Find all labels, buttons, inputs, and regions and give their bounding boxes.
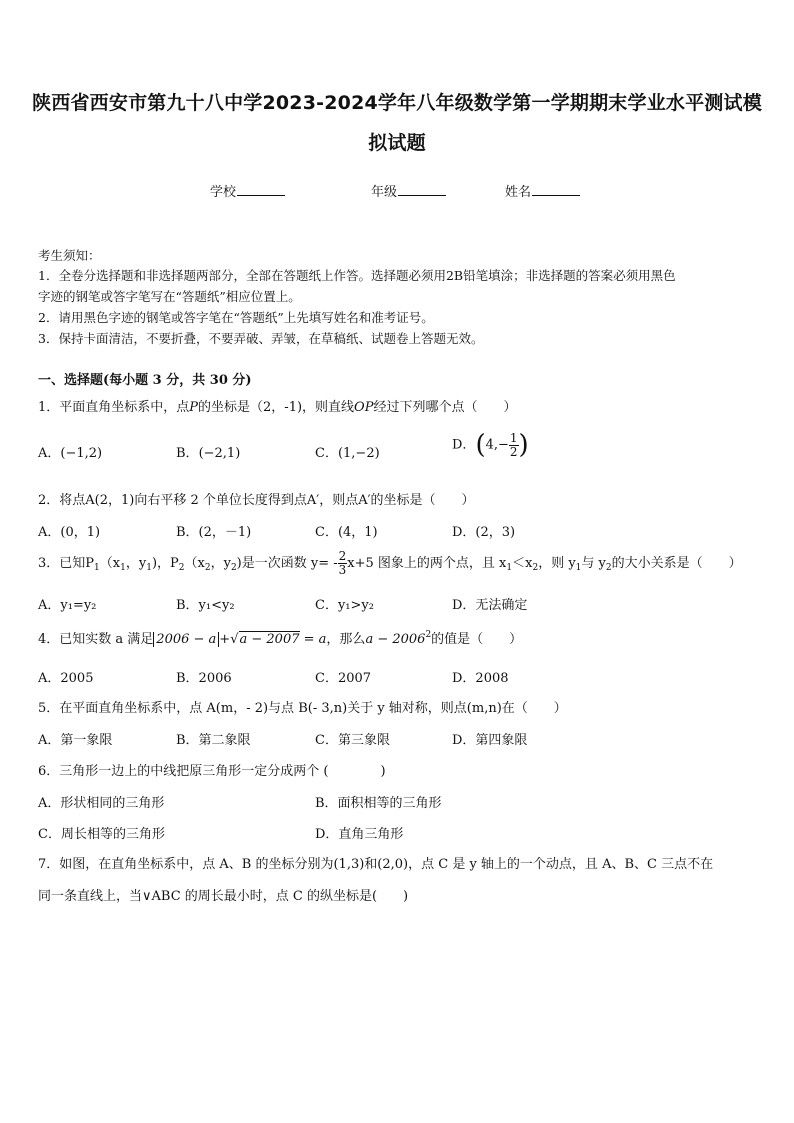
- q1-text-a: 1．平面直角坐标系中，点: [38, 400, 190, 415]
- school-field[interactable]: [210, 181, 285, 200]
- q1-var-op: OP: [354, 400, 374, 415]
- q7-stem-line-2: 同一条直线上，当∨ABC 的周长最小时，点 C 的纵坐标是( ): [38, 889, 409, 904]
- notice-heading: 考生须知：: [38, 248, 101, 263]
- q1-a-label: A．: [38, 446, 61, 461]
- section-1-heading: 一、选择题(每小题 3 分，共 30 分): [38, 373, 252, 388]
- q1-option-b[interactable]: [176, 442, 240, 461]
- q4-plus: +: [219, 632, 231, 647]
- q3-t2: （x: [99, 556, 121, 571]
- q3-t6: ，y: [210, 556, 231, 571]
- q4-option-d[interactable]: D．2008: [452, 671, 509, 686]
- q4-sqrt-sign: √: [230, 632, 239, 647]
- q4-option-b[interactable]: B．2006: [176, 671, 232, 686]
- q3-sub7: 1: [506, 563, 513, 573]
- q1-option-d[interactable]: [452, 430, 529, 460]
- grade-label: 年级: [371, 185, 398, 200]
- q1-option-a[interactable]: [38, 442, 102, 461]
- q6-option-b[interactable]: B．面积相等的三角形: [315, 796, 442, 811]
- q4-stem: [38, 628, 522, 647]
- q4-option-a[interactable]: A．2005: [38, 671, 94, 686]
- q2-option-b[interactable]: B．(2，－1): [176, 525, 252, 540]
- q5-option-c[interactable]: C．第三象限: [315, 733, 390, 748]
- q1-option-c[interactable]: [315, 442, 380, 461]
- q3-frac-num: 2: [338, 549, 347, 563]
- q3-sub4: 2: [178, 563, 185, 573]
- q3-t10: ，则 y: [538, 556, 576, 571]
- q3-sub5: 2: [204, 563, 211, 573]
- q3-t7: )是一次函数 y= -: [236, 556, 338, 571]
- q3-frac-den: 3: [338, 563, 347, 577]
- q6-option-a[interactable]: A．形状相同的三角形: [38, 796, 165, 811]
- exam-title-line-1: 陕西省西安市第九十八中学2023-2024学年八年级数学第一学期期末学业水平测试模: [32, 92, 762, 114]
- q2-option-d[interactable]: D．(2，3): [452, 525, 516, 540]
- q4-expr: a − 2006: [365, 632, 426, 647]
- q6-option-d[interactable]: D．直角三角形: [315, 827, 404, 842]
- q3-sub3: 1: [146, 563, 152, 573]
- q3-sub6: 2: [230, 563, 237, 573]
- q1-text-b: 的坐标是（2，-1)，则直线: [198, 400, 355, 415]
- notice-item-1a: 1．全卷分选择题和非选择题两部分，全部在答题纸上作答。选择题必须用2B铅笔填涂；非选择题的答案必须用黑色: [38, 268, 676, 283]
- grade-field[interactable]: [371, 181, 446, 200]
- q3-t12: 的大小关系是（ ）: [611, 556, 742, 571]
- school-label: 学校: [210, 185, 237, 200]
- q3-t3: ，y: [125, 556, 147, 571]
- q3-sub1: 1: [94, 563, 100, 573]
- q4-t1: 4．已知实数 a 满足: [38, 632, 154, 647]
- q1-d-open-paren: (: [475, 430, 486, 460]
- q2-option-a[interactable]: A．(0，1): [38, 525, 101, 540]
- q3-option-b[interactable]: B．y₁<y₂: [176, 598, 235, 613]
- q4-eq: = a: [303, 632, 327, 647]
- q3-sub2: 1: [120, 563, 126, 573]
- q5-option-a[interactable]: A．第一象限: [38, 733, 113, 748]
- q5-option-b[interactable]: B．第二象限: [176, 733, 251, 748]
- q1-stem: [38, 396, 516, 415]
- q1-text-c: 经过下列哪个点（ ）: [373, 400, 517, 415]
- q3-t5: （x: [184, 556, 205, 571]
- q1-c-label: C．: [315, 446, 338, 461]
- q6-option-c[interactable]: C．周长相等的三角形: [38, 827, 165, 842]
- q5-stem: 5．在平面直角坐标系中，点 A(m，- 2)与点 B(- 3,n)关于 y 轴对称，则点(m,n)在（ ）: [38, 701, 567, 716]
- notice-item-3: 3．保持卡面清洁，不要折叠，不要弄破、弄皱，在草稿纸、试题卷上答题无效。: [38, 331, 484, 346]
- q7-stem-line-1: 7．如图，在直角坐标系中，点 A、B 的坐标分别为(1,3)和(2,0)，点 C 是 y 轴上的一个动点，且 A、B、C 三点不在: [38, 857, 714, 872]
- q1-c-value: (1,−2): [337, 446, 380, 461]
- q1-b-value: (−2,1): [198, 446, 241, 461]
- q1-d-fraction: [509, 432, 519, 459]
- q3-t1: 3．已知P: [38, 556, 95, 571]
- q3-t8: x+5 图象上的两个点，且 x: [347, 556, 507, 571]
- q3-option-c[interactable]: C．y₁>y₂: [315, 598, 374, 613]
- q3-sub10: 2: [605, 563, 612, 573]
- q4-option-c[interactable]: C．2007: [315, 671, 372, 686]
- name-field[interactable]: [505, 181, 580, 200]
- q1-var-p: P: [189, 400, 199, 415]
- name-blank[interactable]: [532, 183, 580, 196]
- q4-t3: 的值是（ ）: [431, 632, 523, 647]
- q3-stem: [38, 550, 760, 577]
- q6-stem: 6．三角形一边上的中线把原三角形一定分成两个 ( ): [38, 764, 386, 779]
- school-blank[interactable]: [237, 183, 285, 196]
- q1-a-value: (−1,2): [60, 446, 103, 461]
- q2-option-c[interactable]: C．(4，1): [315, 525, 378, 540]
- q3-fraction: [338, 550, 348, 577]
- q4-exp: 2: [425, 630, 432, 640]
- notice-item-2: 2．请用黑色字迹的钢笔或答字笔在“答题纸”上先填写姓名和准考证号。: [38, 310, 434, 325]
- grade-blank[interactable]: [398, 183, 446, 196]
- q3-t9: ＜x: [512, 556, 533, 571]
- q5-option-d[interactable]: D．第四象限: [452, 733, 528, 748]
- q1-d-value: 4,−: [485, 437, 509, 453]
- q1-d-denominator: 2: [509, 444, 518, 459]
- q3-sub8: 2: [532, 563, 539, 573]
- notice-item-1b: 字迹的钢笔或答字笔写在“答题纸”相应位置上。: [38, 289, 301, 304]
- q2-stem: 2．将点A(2，1)向右平移 2 个单位长度得到点A′，则点A′的坐标是（ ）: [38, 493, 475, 508]
- exam-title-line-2: 拟试题: [368, 132, 426, 154]
- q4-sqrt: a − 2007: [239, 632, 300, 647]
- q4-t2: ，那么: [326, 632, 366, 647]
- q3-option-d[interactable]: D．无法确定: [452, 598, 528, 613]
- q1-d-label: D．: [452, 437, 476, 453]
- name-label: 姓名: [505, 185, 532, 200]
- q3-t11: 与 y: [581, 556, 606, 571]
- q3-t4: )，P: [151, 556, 179, 571]
- q4-abs: 2006 − a: [153, 632, 219, 647]
- q1-d-close-paren: ): [518, 430, 529, 460]
- q3-sub9: 1: [575, 563, 582, 573]
- q1-b-label: B．: [176, 446, 199, 461]
- q1-d-numerator: 1: [509, 430, 518, 445]
- q3-option-a[interactable]: A．y₁=y₂: [38, 598, 97, 613]
